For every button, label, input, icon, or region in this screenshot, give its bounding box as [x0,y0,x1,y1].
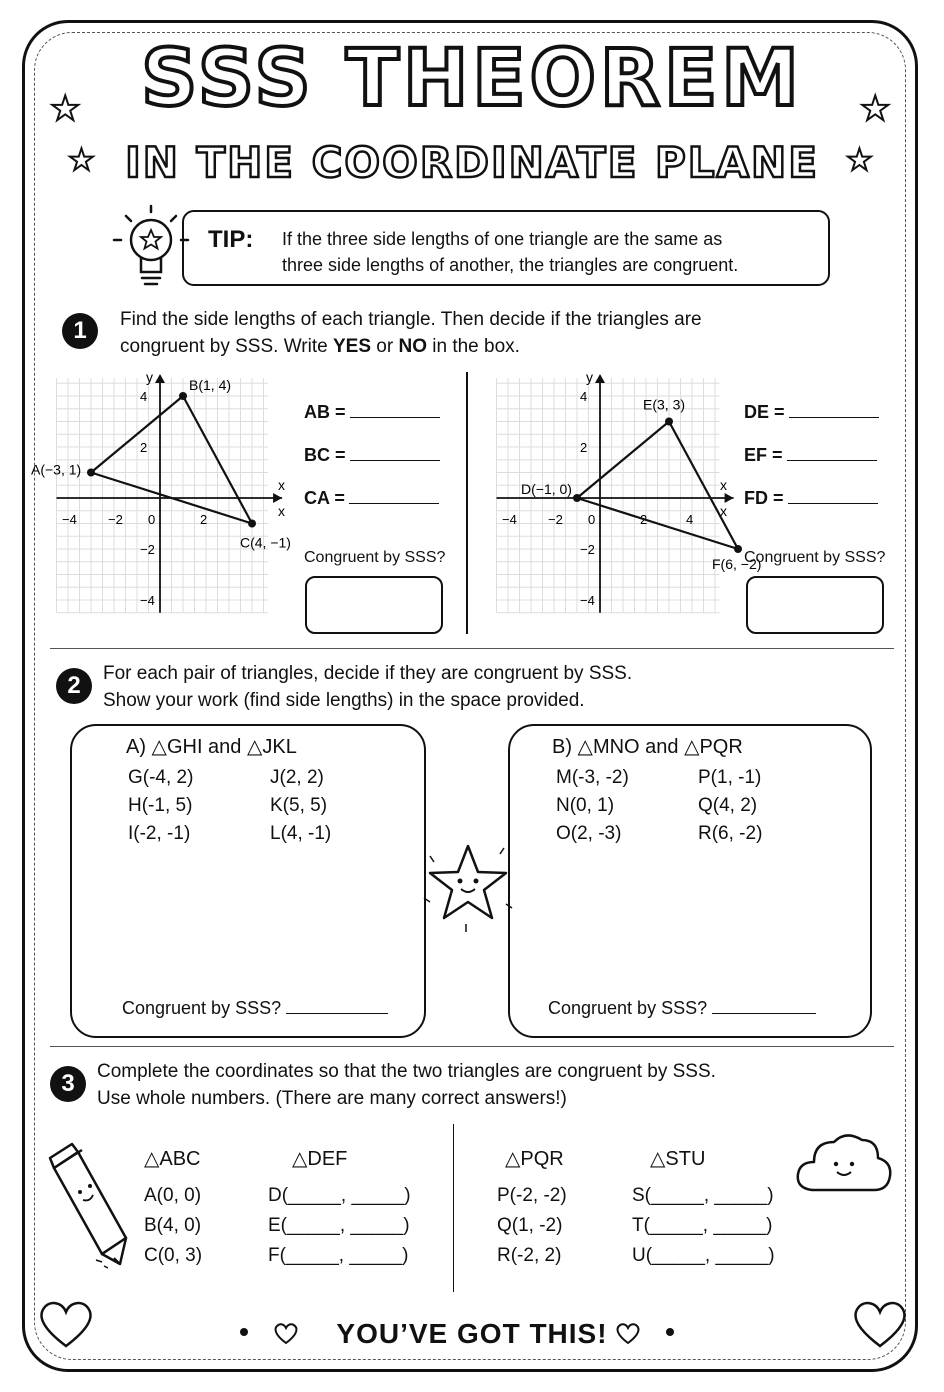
vertex-point [734,545,742,553]
coord-b0: B(4, 0) [144,1215,202,1236]
side-de-label: DE = [744,402,785,422]
triangle-stu-name: △STU [650,1148,706,1170]
coord-r: R(6, -2) [698,823,763,844]
vertex-label: E(3, 3) [643,396,686,413]
answer-box-right[interactable] [746,576,884,634]
triangle-def [268,1146,411,1271]
coord-q0: Q(1, -2) [497,1215,563,1236]
smiling-cloud-icon [792,1124,896,1200]
x-tick-label: 0 [588,512,596,527]
card-a-question: Congruent by SSS? [122,998,282,1018]
y-tick-label: −2 [580,542,595,557]
section-3-number: 3 [50,1066,86,1102]
x-axis-arrow [273,493,282,503]
coord-f-input[interactable]: F(_____, _____) [268,1245,409,1266]
side-ef-label: EF = [744,445,783,465]
side-ca-label: CA = [304,488,345,508]
card-b-question-row [548,998,816,1019]
y-tick-label: −4 [580,593,595,608]
vertex-point [665,418,673,426]
section-2-instruction-line-2: Show your work (find side lengths) in the space provided. [103,690,585,711]
coord-j: J(2, 2) [270,767,324,788]
section-2-number: 2 [56,668,92,704]
section-3-instruction-line-2: Use whole numbers. (There are many correct answers!) [97,1088,567,1109]
answer-box-left[interactable] [305,576,443,634]
coord-k: K(5, 5) [270,795,328,816]
x-tick-label: −2 [108,512,123,527]
tip-text [282,226,812,278]
x-tick-label: 4 [686,512,694,527]
x-tick-label: 0 [148,512,156,527]
section-1-number: 1 [62,313,98,349]
y-tick-label: −2 [140,542,155,557]
x-tick-label: −4 [502,512,517,527]
vertex-label: F(6, −2) [712,556,762,572]
coord-n: N(0, 1) [556,795,615,816]
x-tick-label: −4 [62,512,77,527]
section-3-instruction [97,1058,716,1112]
page-title: SSS THEOREM [141,34,803,124]
y-axis-label: y [146,369,153,385]
x-axis-label: x [278,477,285,493]
vertex-point [573,494,581,502]
heart-icon [614,1320,642,1346]
triangle-abc [144,1146,202,1271]
section-1-instruction-line-1: Find the side lengths of each triangle. Then decide if the triangles are [120,309,702,330]
star-icon: ★ [846,144,873,177]
side-bc-answer[interactable] [350,460,440,461]
coord-s-input[interactable]: S(_____, _____) [632,1185,774,1206]
coord-h: H(-1, 5) [128,795,193,816]
instr-no: NO [398,336,427,357]
y-tick-label: 4 [580,389,588,404]
coord-g: G(-4, 2) [128,767,194,788]
coord-u-input[interactable]: U(_____, _____) [632,1245,775,1266]
section-divider [50,1046,894,1047]
coord-o: O(2, -3) [556,823,622,844]
coord-q: Q(4, 2) [698,795,758,816]
triangle-def-name: △DEF [292,1148,348,1170]
coord-p: P(1, -1) [698,767,762,788]
side-fd-label: FD = [744,488,784,508]
triangle-pair-card-a [70,724,426,1038]
section-2-instruction [103,660,632,714]
side-ca-answer[interactable] [349,503,439,504]
congruent-question-left: Congruent by SSS? [304,549,446,566]
card-b-title: B) △MNO and △PQR [552,736,743,758]
x-axis-label: x [720,503,727,519]
work-area-b[interactable] [524,812,858,994]
triangle-pqr [497,1146,567,1271]
y-tick-label: 2 [140,440,148,455]
side-length-list-left [304,402,440,531]
section-divider [50,648,894,649]
vertex-point [248,520,256,528]
tip-line-1: If the three side lengths of one triangle are the same as [282,229,723,249]
vertex-label: B(1, 4) [189,377,232,393]
coord-t-input[interactable]: T(_____, _____) [632,1215,773,1236]
section-1-instruction-line-2 [120,333,702,360]
smiling-star-icon [420,836,516,936]
y-axis-label: y [586,369,593,385]
divider [453,1124,454,1292]
vertex-label: A(−3, 1) [31,461,82,478]
triangle-pair-card-b [508,724,872,1038]
coordinate-graph-right [488,366,762,636]
coord-a0: A(0, 0) [144,1185,202,1206]
side-ef-answer[interactable] [787,460,877,461]
section-2-instruction-line-1: For each pair of triangles, decide if they are congruent by SSS. [103,663,633,684]
x-tick-label: 2 [640,512,648,527]
instr-yes: YES [332,336,372,357]
card-a-title: A) △GHI and △JKL [126,736,297,758]
vertex-label: C(4, −1) [240,534,291,551]
dot-icon [240,1328,248,1336]
card-a-answer[interactable] [286,1013,388,1014]
star-icon: ★ [50,90,81,128]
card-b-question: Congruent by SSS? [548,998,708,1018]
y-tick-label: 2 [580,440,588,455]
y-axis-arrow [155,374,165,383]
tip-line-2: three side lengths of another, the triangles are congruent. [282,255,739,275]
side-ab-label: AB = [304,402,346,422]
triangle-pqr-name: △PQR [505,1148,564,1170]
coord-p0: P(-2, -2) [497,1185,567,1206]
side-de-answer[interactable] [789,417,879,418]
instr-text: congruent by SSS. Write [120,336,333,357]
tip-label: TIP: [208,226,254,253]
coord-m: M(-3, -2) [556,767,629,788]
smiling-pencil-icon [46,1140,132,1270]
x-axis-arrow [725,493,734,503]
card-a-question-row [122,998,388,1019]
star-icon: ★ [68,144,95,177]
work-area-a[interactable] [86,812,412,994]
y-tick-label: −4 [140,593,155,608]
page-subtitle: IN THE COORDINATE PLANE [125,138,819,187]
instr-or: or [371,336,399,357]
side-bc-label: BC = [304,445,346,465]
divider [466,372,468,634]
y-tick-label: 4 [140,389,148,404]
side-fd-answer[interactable] [788,503,878,504]
x-axis-label: x [720,477,727,493]
triangle-stu [632,1146,775,1271]
coordinate-graph-left [31,366,298,636]
coord-r0: R(-2, 2) [497,1245,562,1266]
vertex-point [87,469,95,477]
x-axis-label: x [278,503,285,519]
star-icon: ★ [860,90,891,128]
coord-l: L(4, -1) [270,823,332,844]
x-tick-label: −2 [548,512,563,527]
instr-post: in the box. [426,336,520,357]
section-1-instruction [120,306,702,360]
coord-d-input[interactable]: D(_____, _____) [268,1185,411,1206]
footer-message: YOU’VE GOT THIS! [336,1318,608,1349]
vertex-label: D(−1, 0) [521,481,572,497]
y-axis-arrow [595,374,605,383]
side-length-list-right [744,402,879,531]
triangle-abc-name: △ABC [144,1148,201,1170]
dot-icon [666,1328,674,1336]
side-ab-answer[interactable] [350,417,440,418]
x-tick-label: 2 [200,512,208,527]
heart-icon [272,1320,300,1346]
congruent-question-right: Congruent by SSS? [744,549,886,566]
section-3-instruction-line-1: Complete the coordinates so that the two triangles are congruent by SSS. [97,1061,716,1082]
coord-c0: C(0, 3) [144,1245,203,1266]
card-b-answer[interactable] [712,1013,816,1014]
coord-e-input[interactable]: E(_____, _____) [268,1215,410,1236]
vertex-point [179,392,187,400]
coord-i: I(-2, -1) [128,823,191,844]
